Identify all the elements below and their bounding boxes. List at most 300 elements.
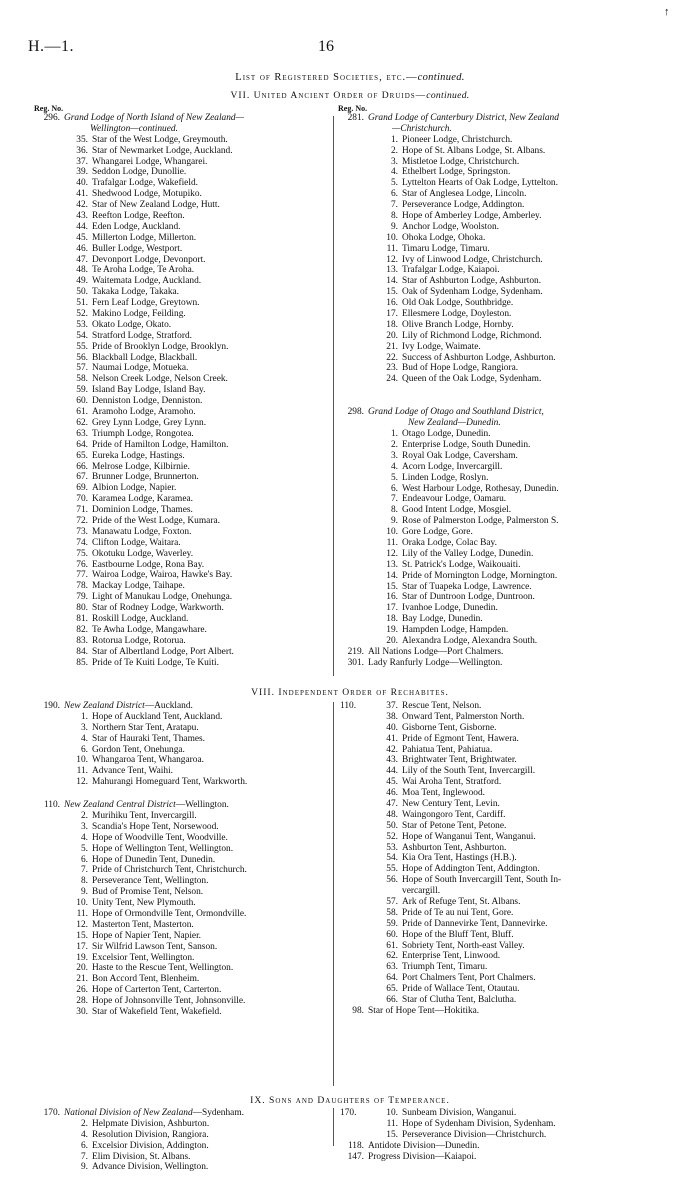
tent-item (34, 755, 334, 766)
lodge-item (34, 211, 334, 222)
entry-text: Te Awha Lodge, Mangawhare. (92, 624, 207, 635)
division-item (338, 1130, 668, 1141)
entry-number: 45. (76, 232, 88, 243)
entry-text: Grey Lynn Lodge, Grey Lynn. (92, 417, 207, 428)
lodge-item (34, 407, 334, 418)
reg-no-label: Reg. No. (34, 104, 64, 113)
entry-text: Hope of Carterton Tent, Carterton. (92, 985, 222, 996)
entry-number: 22. (386, 352, 398, 363)
entry-number: 3. (390, 450, 398, 461)
entry-text: Helpmate Division, Ashburton. (92, 1118, 210, 1129)
lodge-item (34, 374, 334, 385)
lodge-item (338, 244, 668, 255)
entry-number: 59. (386, 918, 398, 929)
entry-number: 38. (386, 711, 398, 722)
lodge-item (338, 462, 668, 473)
entry-text: Hope of the Bluff Tent, Bluff. (402, 929, 514, 940)
column-divider (333, 116, 334, 676)
entry-number: 48. (386, 809, 398, 820)
entry-number: 5. (390, 472, 398, 483)
entry-text: Port Chalmers Tent, Port Chalmers. (402, 973, 536, 984)
lodge-item (338, 625, 668, 636)
entry-number: 21. (76, 974, 88, 985)
lodge-item (34, 146, 334, 157)
entry-text: Hope of Addington Tent, Addington. (402, 864, 540, 875)
entry-text: Hope of Johnsonville Tent, Johnsonville. (92, 996, 246, 1007)
lodge-item (338, 233, 668, 244)
section-7-right-column (338, 104, 668, 669)
lodge-item (34, 320, 334, 331)
section-9-title: IX. Sons and Daughters of Temperance. (250, 1095, 450, 1106)
entry-text: Whangarei Lodge, Whangarei. (92, 156, 208, 167)
entry-text: Kia Ora Tent, Hastings (H.B.). (402, 853, 517, 864)
entry-number: 7. (390, 200, 398, 211)
lodge-item (338, 571, 668, 582)
lodge-item (338, 516, 668, 527)
lodge-item (34, 560, 334, 571)
entry-text: Onward Tent, Palmerston North. (402, 711, 525, 722)
lodge-item (34, 516, 334, 527)
entry-text: Hope of Ormondville Tent, Ormondville. (92, 909, 247, 920)
entry-text: Mahurangi Homeguard Tent, Warkworth. (92, 777, 248, 788)
entry-text: Star of Wakefield Tent, Wakefield. (92, 1007, 222, 1018)
lodge-item (338, 287, 668, 298)
society-heading (34, 800, 334, 811)
entry-number: 82. (76, 624, 88, 635)
entry-text: Wai Aroha Tent, Stratford. (402, 777, 502, 788)
lodge-item (338, 265, 668, 276)
entry-text: New Century Tent, Levin. (402, 799, 500, 810)
spacer (34, 788, 334, 800)
entry-text: Antidote Division—Dunedin. (368, 1140, 480, 1151)
entry-number: 36. (76, 145, 88, 156)
lodge-item (34, 614, 334, 625)
entry-text: Ivy Lodge, Waimate. (402, 341, 481, 352)
lodge-item (34, 396, 334, 407)
page-number: 16 (318, 38, 334, 55)
division-item (338, 1141, 668, 1152)
entry-number: 15. (386, 581, 398, 592)
section-7-title (0, 90, 700, 101)
entry-number: 40. (386, 722, 398, 733)
lodge-item (34, 233, 334, 244)
lodge-item (34, 581, 334, 592)
entry-number: 41. (386, 733, 398, 744)
entry-text: Triumph Tent, Timaru. (402, 962, 488, 973)
entry-text: Ethelbert Lodge, Springston. (402, 167, 511, 178)
lodge-item (34, 570, 334, 581)
entry-text: Star of Ashburton Lodge, Ashburton. (402, 276, 542, 287)
tent-item (34, 777, 334, 788)
entry-text: Star of Tuapeka Lodge, Lawrence. (402, 581, 532, 592)
society-heading (338, 407, 668, 418)
reg-number: 170. (43, 1108, 60, 1118)
entry-text: Timaru Lodge, Timaru. (402, 243, 490, 254)
entry-number: 10. (386, 1108, 398, 1118)
entry-number: 64. (76, 439, 88, 450)
entry-text: Star of Duntroon Lodge, Duntroon. (402, 592, 535, 603)
entry-text: Naumai Lodge, Motueka. (92, 363, 189, 374)
entry-number: 4. (390, 167, 398, 178)
entry-number: 44. (386, 766, 398, 777)
lodge-item (338, 157, 668, 168)
entry-number: 8. (390, 211, 398, 222)
entry-number: 20. (386, 330, 398, 341)
entry-number: 78. (76, 581, 88, 592)
society-heading (34, 113, 334, 124)
entry-number: 44. (76, 221, 88, 232)
tent-item (338, 995, 668, 1006)
entry-number: 84. (76, 646, 88, 657)
entry-text: Melrose Lodge, Kilbirnie. (92, 461, 190, 472)
lodge-item (338, 222, 668, 233)
lodge-item (338, 178, 668, 189)
lodge-item (34, 603, 334, 614)
entry-text: Hope of Wanganui Tent, Wanganui. (402, 831, 536, 842)
division-item (34, 1119, 334, 1130)
entry-number: 63. (76, 428, 88, 439)
entry-text: Perseverance Division—Christchurch. (402, 1129, 547, 1140)
entry-text: Aramoho Lodge, Aramoho. (92, 407, 196, 418)
entry-number: 66. (386, 995, 398, 1006)
tent-item (34, 909, 334, 920)
reg-number: 98. (352, 1005, 364, 1016)
spacer (338, 385, 668, 407)
entry-number: 3. (390, 156, 398, 167)
lodge-item (338, 255, 668, 266)
entry-number: 81. (76, 613, 88, 624)
lodge-item (34, 244, 334, 255)
entry-number: 11. (386, 537, 398, 548)
entry-text: Star of Anglesea Lodge, Lincoln. (402, 189, 527, 200)
society-name-italic: New Zealand Central District (64, 800, 176, 811)
entry-text: Island Bay Lodge, Island Bay. (92, 385, 206, 396)
tent-item (34, 1007, 334, 1018)
entry-number: 37. (76, 156, 88, 167)
entry-number: 64. (386, 973, 398, 984)
entry-text: Eden Lodge, Auckland. (92, 221, 181, 232)
entry-text: Good Intent Lodge, Mosgiel. (402, 505, 512, 516)
entry-text: Pride of Te au nui Tent, Gore. (402, 907, 514, 918)
lodge-item (34, 385, 334, 396)
lodge-item (34, 167, 334, 178)
entry-number: 35. (76, 134, 88, 145)
section-8-left-column (34, 701, 334, 1018)
society-name (364, 407, 544, 418)
entry-number: 219. (347, 646, 364, 657)
division-item (34, 1130, 334, 1141)
entry-text: Mackay Lodge, Taihape. (92, 581, 185, 592)
tent-item (338, 941, 668, 952)
entry-number: 61. (76, 407, 88, 418)
entry-text: Bud of Hope Lodge, Rangiora. (402, 363, 519, 374)
entry-number: 58. (386, 907, 398, 918)
tent-item (34, 887, 334, 898)
entry-number: 11. (76, 766, 88, 777)
entry-number: 19. (386, 625, 398, 636)
tent-item (338, 951, 668, 962)
entry-text: Otago Lodge, Dunedin. (402, 429, 491, 440)
tent-item (338, 701, 668, 712)
entry-number: 17. (76, 941, 88, 952)
lodge-item (34, 462, 334, 473)
entry-text: Bon Accord Tent, Blenheim. (92, 974, 200, 985)
lodge-item (338, 473, 668, 484)
entry-number: 4. (80, 832, 88, 843)
entry-text: Pride of Te Kuiti Lodge, Te Kuiti. (92, 657, 219, 668)
reg-no-label: Reg. No. (338, 104, 368, 113)
entry-text: Eureka Lodge, Hastings. (92, 450, 185, 461)
entry-number: 20. (76, 963, 88, 974)
entry-text: Albion Lodge, Napier. (92, 483, 177, 494)
entry-number: 42. (76, 200, 88, 211)
entry-number: 6. (80, 854, 88, 865)
entry-text: Pioneer Lodge, Christchurch. (402, 134, 513, 145)
section-9-right-column (338, 1108, 668, 1162)
entry-number: 16. (386, 298, 398, 309)
lodge-item (34, 298, 334, 309)
entry-text: Oak of Sydenham Lodge, Sydenham. (402, 287, 543, 298)
section-8-right-column (338, 701, 668, 1017)
society-name-italic: Grand Lodge of Otago and Southland District, (368, 407, 544, 418)
entry-text: Star of Petone Tent, Petone. (402, 820, 507, 831)
column-divider (333, 702, 334, 1086)
entry-text: Pride of Hamilton Lodge, Hamilton. (92, 439, 229, 450)
society-name (60, 113, 244, 124)
lodge-item (338, 298, 668, 309)
entry-number: 42. (386, 744, 398, 755)
entry-number: 47. (76, 254, 88, 265)
entry-text: Elim Division, St. Albans. (92, 1151, 191, 1162)
entry-text: Gisborne Tent, Gisborne. (402, 722, 497, 733)
entry-number: 10. (76, 898, 88, 909)
tent-item (338, 832, 668, 843)
division-item (34, 1162, 334, 1173)
entry-text: Stratford Lodge, Stratford. (92, 330, 192, 341)
entry-number: 11. (386, 243, 398, 254)
entry-number: 80. (76, 603, 88, 614)
entry-text: Karamea Lodge, Karamea. (92, 494, 193, 505)
section-7-left-column (34, 104, 334, 668)
entry-number: 66. (76, 461, 88, 472)
entry-number: 48. (76, 265, 88, 276)
entry-text: Enterprise Tent, Linwood. (402, 951, 501, 962)
entry-number: 50. (76, 287, 88, 298)
society-name-text: —Wellington. (175, 800, 229, 811)
entry-text: Seddon Lodge, Dunollie. (92, 167, 187, 178)
entry-number: 71. (76, 505, 88, 516)
column-divider (333, 1108, 334, 1146)
entry-number: 3. (80, 722, 88, 733)
entry-text: Star of Rodney Lodge, Warkworth. (92, 603, 224, 614)
entry-number: 18. (386, 614, 398, 625)
division-item (338, 1119, 668, 1130)
entry-text: Lily of the South Tent, Invercargill. (402, 766, 536, 777)
entry-text: Sobriety Tent, North-east Valley. (402, 940, 525, 951)
lodge-item (338, 135, 668, 146)
entry-number: 9. (80, 1162, 88, 1173)
entry-number: 12. (386, 548, 398, 559)
entry-text: Blackball Lodge, Blackball. (92, 352, 198, 363)
entry-number: 56. (386, 875, 398, 886)
entry-number: 73. (76, 526, 88, 537)
lodge-item (34, 505, 334, 516)
entry-text: Acorn Lodge, Invercargill. (402, 461, 503, 472)
entry-number: 14. (386, 276, 398, 287)
tent-item (34, 974, 334, 985)
entry-text: Pride of Mornington Lodge, Mornington. (402, 570, 558, 581)
entry-text: Okotuku Lodge, Waverley. (92, 548, 194, 559)
entry-number: 9. (80, 887, 88, 898)
tent-item (34, 942, 334, 953)
entry-number: 60. (386, 929, 398, 940)
society-name-italic: National Division of New Zealand (64, 1108, 193, 1118)
entry-number: 301. (347, 657, 364, 668)
entry-number: 69. (76, 483, 88, 494)
entry-text: Dominion Lodge, Thames. (92, 505, 193, 516)
entry-number: 1. (390, 429, 398, 440)
page-title-main: List of Registered Societies, etc.— (235, 72, 418, 83)
entry-text: Hope of Dunedin Tent, Dunedin. (92, 854, 216, 865)
entry-number: 51. (76, 298, 88, 309)
entry-text: Perseverance Lodge, Addington. (402, 200, 525, 211)
tent-item (338, 853, 668, 864)
tent-item (338, 799, 668, 810)
entry-text: Hampden Lodge, Hampden. (402, 625, 509, 636)
entry-number: 7. (80, 1151, 88, 1162)
entry-number: 1. (390, 134, 398, 145)
entry-text: Anchor Lodge, Woolston. (402, 221, 499, 232)
entry-text: Gordon Tent, Onehunga. (92, 744, 185, 755)
lodge-item (338, 429, 668, 440)
entry-text: Resolution Division, Rangiora. (92, 1129, 209, 1140)
entry-text: Rotorua Lodge, Rotorua. (92, 635, 186, 646)
entry-text: vercargill. (402, 886, 441, 897)
tent-item (34, 898, 334, 909)
entry-text: Unity Tent, New Plymouth. (92, 898, 196, 909)
entry-number: 63. (386, 962, 398, 973)
entry-text: Bay Lodge, Dunedin. (402, 614, 483, 625)
entry-text: Gore Lodge, Gore. (402, 527, 473, 538)
section-7-title-cont: continued. (426, 90, 470, 101)
section-7-title-main: VII. United Ancient Order of Druids— (230, 90, 427, 101)
tent-item (338, 897, 668, 908)
tent-item (34, 734, 334, 745)
society-heading (34, 1108, 334, 1119)
tent-item (34, 985, 334, 996)
lodge-item (338, 582, 668, 593)
tent-item (338, 788, 668, 799)
entry-number: 46. (76, 243, 88, 254)
entry-number: 57. (76, 363, 88, 374)
entry-text: Sunbeam Division, Wanganui. (402, 1108, 517, 1118)
entry-text: Royal Oak Lodge, Caversham. (402, 450, 518, 461)
entry-text: Hope of Woodville Tent, Woodville. (92, 832, 228, 843)
lodge-item (34, 625, 334, 636)
entry-number: 56. (76, 352, 88, 363)
entry-text: Hope of Amberley Lodge, Amberley. (402, 211, 542, 222)
entry-number: 12. (76, 777, 88, 788)
entry-number: 11. (386, 1118, 398, 1129)
entry-text: Northern Star Tent, Aratapu. (92, 722, 199, 733)
society-name-text: —Sydenham. (192, 1108, 244, 1118)
tent-item (338, 962, 668, 973)
lodge-item (338, 211, 668, 222)
entry-text: Hope of St. Albans Lodge, St. Albans. (402, 145, 546, 156)
entry-text: Fern Leaf Lodge, Greytown. (92, 298, 200, 309)
entry-text: Waingongoro Tent, Cardiff. (402, 809, 506, 820)
lodge-item (338, 549, 668, 560)
lodge-item (34, 287, 334, 298)
entry-number: 54. (386, 853, 398, 864)
entry-text: Brunner Lodge, Brunnerton. (92, 472, 199, 483)
entry-number: 5. (80, 843, 88, 854)
lodge-item (34, 549, 334, 560)
entry-number: 39. (76, 167, 88, 178)
entry-number: 65. (76, 450, 88, 461)
entry-number: 77. (76, 570, 88, 581)
society-name-text: Star of Hope Tent—Hokitika. (368, 1005, 480, 1016)
tent-item (34, 963, 334, 974)
lodge-item (338, 167, 668, 178)
reg-number: 110. (43, 800, 60, 811)
entry-number: 52. (76, 309, 88, 320)
entry-text: St. Patrick's Lodge, Waikouaiti. (402, 559, 521, 570)
lodge-item (34, 451, 334, 462)
entry-number: 70. (76, 494, 88, 505)
tent-item (34, 766, 334, 777)
entry-text: Mistletoe Lodge, Christchurch. (402, 156, 520, 167)
lodge-item (34, 440, 334, 451)
entry-text: Endeavour Lodge, Oamaru. (402, 494, 507, 505)
tent-item (34, 723, 334, 734)
division-item (34, 1152, 334, 1163)
tent-item (34, 712, 334, 723)
entry-number: 10. (76, 755, 88, 766)
entry-number: 2. (390, 145, 398, 156)
lodge-item (338, 614, 668, 625)
tent-item (34, 920, 334, 931)
entry-number: 14. (386, 570, 398, 581)
entry-number: 20. (386, 635, 398, 646)
entry-number: 24. (386, 374, 398, 385)
entry-text: Eastbourne Lodge, Rona Bay. (92, 559, 205, 570)
entry-number: 43. (386, 755, 398, 766)
entry-text: Star of Albertland Lodge, Port Albert. (92, 646, 234, 657)
entry-number: 72. (76, 515, 88, 526)
tent-item (34, 865, 334, 876)
society-heading (338, 113, 668, 124)
entry-number (338, 886, 398, 897)
society-heading (34, 701, 334, 712)
entry-text: Buller Lodge, Westport. (92, 243, 183, 254)
margin-mark: ↑ (664, 6, 670, 18)
tent-item (338, 984, 668, 995)
tent-item (338, 734, 668, 745)
tent-item (34, 745, 334, 756)
entry-number: 2. (80, 1118, 88, 1129)
entry-text: Queen of the Oak Lodge, Sydenham. (402, 374, 542, 385)
tent-item (34, 822, 334, 833)
tent-item (34, 811, 334, 822)
lodge-item (34, 429, 334, 440)
reg-number: 110. (340, 701, 357, 711)
entry-number: 8. (390, 505, 398, 516)
lodge-item (338, 363, 668, 374)
tent-item (338, 723, 668, 734)
entry-number: 55. (76, 341, 88, 352)
entry-number: 46. (386, 788, 398, 799)
